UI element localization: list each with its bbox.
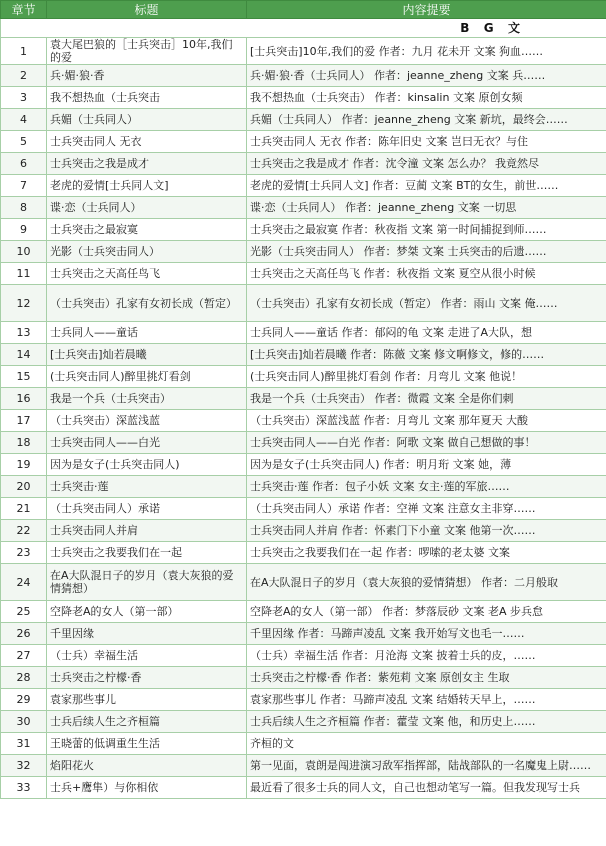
- table-row[interactable]: [1, 219, 606, 241]
- title-cell[interactable]: 士兵同人——童话: [47, 322, 247, 344]
- title-cell[interactable]: 士兵突击之最寂寞: [47, 219, 247, 241]
- title-cell[interactable]: 我不想热血（士兵突击: [47, 87, 247, 109]
- summary-cell: 士兵突击·莲 作者：包子小妖 文案 女主·莲的军旅……: [247, 476, 606, 498]
- chapter-number-cell: 24: [1, 564, 47, 601]
- chapter-number-cell: 12: [1, 285, 47, 322]
- chapter-number-cell: 15: [1, 366, 47, 388]
- chapter-number-cell: 16: [1, 388, 47, 410]
- summary-cell: 谍·恋（士兵同人） 作者：jeanne_zheng 文案 一切思: [247, 197, 606, 219]
- chapter-number-cell: 30: [1, 711, 47, 733]
- chapter-number-cell: 32: [1, 755, 47, 777]
- table-row[interactable]: [1, 131, 606, 153]
- summary-cell: 最近看了很多士兵的同人文，自己也想动笔写一篇。但我发现写士兵: [247, 777, 606, 799]
- title-cell[interactable]: 袁大尾巴狼的［士兵突击］10年,我们的爱: [47, 38, 247, 65]
- title-cell[interactable]: 谍·恋（士兵同人）: [47, 197, 247, 219]
- table-row[interactable]: [1, 87, 606, 109]
- title-cell[interactable]: 因为是女子(士兵突击同人): [47, 454, 247, 476]
- summary-cell: 士兵同人——童话 作者：郁闷的龟 文案 走进了A大队，想: [247, 322, 606, 344]
- summary-cell: 兵·媚·狼·香（士兵同人） 作者：jeanne_zheng 文案 兵……: [247, 65, 606, 87]
- table-row[interactable]: [1, 601, 606, 623]
- chapter-number-cell: 21: [1, 498, 47, 520]
- title-cell[interactable]: 我是一个兵（士兵突击）: [47, 388, 247, 410]
- table-row[interactable]: [1, 454, 606, 476]
- table-row[interactable]: [1, 777, 606, 799]
- title-cell[interactable]: 士兵突击·莲: [47, 476, 247, 498]
- title-cell[interactable]: （士兵突击）深蓝浅蓝: [47, 410, 247, 432]
- title-cell[interactable]: 老虎的爱情[士兵同人文]: [47, 175, 247, 197]
- chapter-number-cell: 28: [1, 667, 47, 689]
- chapter-number-cell: 27: [1, 645, 47, 667]
- title-cell[interactable]: 士兵突击之我要我们在一起: [47, 542, 247, 564]
- summary-cell: 士兵突击之我要我们在一起 作者：啰嗦的老太婆 文案: [247, 542, 606, 564]
- table-row[interactable]: [1, 263, 606, 285]
- chapter-number-cell: 3: [1, 87, 47, 109]
- title-cell[interactable]: 袁家那些事儿: [47, 689, 247, 711]
- table-row[interactable]: [1, 542, 606, 564]
- table-row[interactable]: [1, 667, 606, 689]
- table-row[interactable]: [1, 498, 606, 520]
- table-row[interactable]: [1, 153, 606, 175]
- table-row[interactable]: [1, 520, 606, 542]
- title-cell[interactable]: 光影（士兵突击同人）: [47, 241, 247, 263]
- genre-subheader-row: [1, 19, 606, 38]
- title-cell[interactable]: 士兵突击同人——白光: [47, 432, 247, 454]
- chapter-number-cell: 2: [1, 65, 47, 87]
- header-summary: 内容提要: [247, 1, 606, 19]
- title-cell[interactable]: 士兵突击之我是成才: [47, 153, 247, 175]
- summary-cell: 士兵后续人生之齐桓篇 作者：藿莹 文案 他，和历史上……: [247, 711, 606, 733]
- summary-cell: 光影（士兵突击同人） 作者：梦桀 文案 士兵突击的后遗……: [247, 241, 606, 263]
- summary-cell: （士兵突击同人）承诺 作者：空禅 文案 注意女主非穿……: [247, 498, 606, 520]
- table-row[interactable]: [1, 564, 606, 601]
- title-cell[interactable]: 士兵后续人生之齐桓篇: [47, 711, 247, 733]
- table-row[interactable]: [1, 65, 606, 87]
- title-cell[interactable]: [士兵突击]灿若晨曦: [47, 344, 247, 366]
- chapter-number-cell: 19: [1, 454, 47, 476]
- table-row[interactable]: [1, 285, 606, 322]
- summary-cell: 兵媚（士兵同人） 作者：jeanne_zheng 文案 新坑，最终会……: [247, 109, 606, 131]
- summary-cell: 齐桓的文: [247, 733, 606, 755]
- chapter-number-cell: 10: [1, 241, 47, 263]
- summary-cell: [士兵突击]灿若晨曦 作者：陈薇 文案 修文啊修文，修的……: [247, 344, 606, 366]
- table-row[interactable]: [1, 366, 606, 388]
- table-row[interactable]: [1, 388, 606, 410]
- title-cell[interactable]: 焰阳花火: [47, 755, 247, 777]
- chapter-number-cell: 5: [1, 131, 47, 153]
- summary-cell: 士兵突击之最寂寞 作者：秋夜指 文案 第一时间捕捉到师……: [247, 219, 606, 241]
- table-row[interactable]: [1, 755, 606, 777]
- chapter-number-cell: 20: [1, 476, 47, 498]
- chapter-number-cell: 9: [1, 219, 47, 241]
- chapter-number-cell: 13: [1, 322, 47, 344]
- title-cell[interactable]: （士兵）幸福生活: [47, 645, 247, 667]
- title-cell[interactable]: 士兵+鹰隼）与你相依: [47, 777, 247, 799]
- table-row[interactable]: [1, 711, 606, 733]
- chapter-number-cell: 23: [1, 542, 47, 564]
- chapter-number-cell: 25: [1, 601, 47, 623]
- chapter-number-cell: 29: [1, 689, 47, 711]
- title-cell[interactable]: 王晓蕾的低调重生生活: [47, 733, 247, 755]
- table-row[interactable]: [1, 733, 606, 755]
- table-row[interactable]: [1, 109, 606, 131]
- summary-cell: 老虎的爱情[士兵同人文] 作者：豆蔺 文案 BT的女生，前世……: [247, 175, 606, 197]
- table-row[interactable]: [1, 175, 606, 197]
- header-chapter: 章节: [1, 1, 47, 19]
- summary-cell: 空降老A的女人（第一部） 作者：梦落辰砂 文案 老A 步兵怠: [247, 601, 606, 623]
- title-cell[interactable]: 在A大队混日子的岁月（袁大灰狼的爱情猜想）: [47, 564, 247, 601]
- chapter-number-cell: 31: [1, 733, 47, 755]
- table-row[interactable]: [1, 197, 606, 219]
- table-row[interactable]: [1, 344, 606, 366]
- summary-cell: 我是一个兵（士兵突击） 作者：微霞 文案 全是你们刺: [247, 388, 606, 410]
- title-cell[interactable]: 兵·媚·狼·香: [47, 65, 247, 87]
- chapter-number-cell: 8: [1, 197, 47, 219]
- summary-cell: [士兵突击]10年,我们的爱 作者：九月 花未开 文案 狗血……: [247, 38, 606, 65]
- title-cell[interactable]: 士兵突击之柠檬·香: [47, 667, 247, 689]
- table-row[interactable]: [1, 689, 606, 711]
- title-cell[interactable]: 士兵突击之天高任鸟飞: [47, 263, 247, 285]
- chapter-number-cell: 1: [1, 38, 47, 65]
- summary-cell: 士兵突击同人——白光 作者：阿歌 文案 做自己想做的事！: [247, 432, 606, 454]
- chapter-number-cell: 33: [1, 777, 47, 799]
- chapter-number-cell: 6: [1, 153, 47, 175]
- summary-cell: （士兵突击）孔家有女初长成（暂定） 作者：雨山 文案 俺……: [247, 285, 606, 322]
- chapter-number-cell: 18: [1, 432, 47, 454]
- summary-cell: （士兵）幸福生活 作者：月沧海 文案 披着士兵的皮，……: [247, 645, 606, 667]
- chapter-number-cell: 14: [1, 344, 47, 366]
- table-row[interactable]: [1, 410, 606, 432]
- summary-cell: 士兵突击同人并肩 作者：怀素门下小童 文案 他第一次……: [247, 520, 606, 542]
- chapter-number-cell: 22: [1, 520, 47, 542]
- summary-cell: 因为是女子(士兵突击同人) 作者：明月珩 文案 她，薄: [247, 454, 606, 476]
- chapter-number-cell: 4: [1, 109, 47, 131]
- table-row[interactable]: [1, 241, 606, 263]
- summary-cell: 士兵突击同人 无衣 作者：陈年旧史 文案 岂曰无衣？与住: [247, 131, 606, 153]
- summary-cell: 在A大队混日子的岁月（袁大灰狼的爱情猜想） 作者：二月般取: [247, 564, 606, 601]
- title-cell[interactable]: 千里因缘: [47, 623, 247, 645]
- title-cell[interactable]: (士兵突击同人)醉里挑灯看剑: [47, 366, 247, 388]
- table-row[interactable]: [1, 432, 606, 454]
- summary-cell: 士兵突击之天高任鸟飞 作者：秋夜指 文案 夏空从很小时候: [247, 263, 606, 285]
- table-row[interactable]: [1, 623, 606, 645]
- summary-cell: 我不想热血（士兵突击） 作者：kinsalin 文案 原创女频: [247, 87, 606, 109]
- title-cell[interactable]: （士兵突击同人）承诺: [47, 498, 247, 520]
- title-cell[interactable]: （士兵突击）孔家有女初长成（暂定）: [47, 285, 247, 322]
- chapter-number-cell: 7: [1, 175, 47, 197]
- summary-cell: 袁家那些事儿 作者：马蹄声凌乱 文案 结婚转天早上，……: [247, 689, 606, 711]
- title-cell[interactable]: 士兵突击同人并肩: [47, 520, 247, 542]
- title-cell[interactable]: 兵媚（士兵同人）: [47, 109, 247, 131]
- title-cell[interactable]: 士兵突击同人 无衣: [47, 131, 247, 153]
- summary-cell: 士兵突击之我是成才 作者：沈令潼 文案 怎么办？ 我竟然尽: [247, 153, 606, 175]
- summary-cell: 第一见面，袁朗是闯进演习敌军指挥部，陆战部队的一名魔鬼上尉……: [247, 755, 606, 777]
- summary-cell: （士兵突击）深蓝浅蓝 作者：月弯儿 文案 那年夏天 大酸: [247, 410, 606, 432]
- table-row[interactable]: [1, 38, 606, 65]
- table-row[interactable]: [1, 322, 606, 344]
- summary-cell: 千里因缘 作者：马蹄声凌乱 文案 我开始写文也毛一……: [247, 623, 606, 645]
- title-cell[interactable]: 空降老A的女人（第一部）: [47, 601, 247, 623]
- summary-cell: (士兵突击同人)醉里挑灯看剑 作者：月弯儿 文案 他说！: [247, 366, 606, 388]
- header-title: 标题: [47, 1, 247, 19]
- chapter-number-cell: 17: [1, 410, 47, 432]
- table-row[interactable]: [1, 645, 606, 667]
- table-row[interactable]: [1, 476, 606, 498]
- genre-subheader: B G 文: [1, 19, 606, 38]
- table-header-row: [1, 1, 606, 19]
- chapter-number-cell: 26: [1, 623, 47, 645]
- summary-cell: 士兵突击之柠檬·香 作者：紫苑莉 文案 原创女主 生取: [247, 667, 606, 689]
- chapter-number-cell: 11: [1, 263, 47, 285]
